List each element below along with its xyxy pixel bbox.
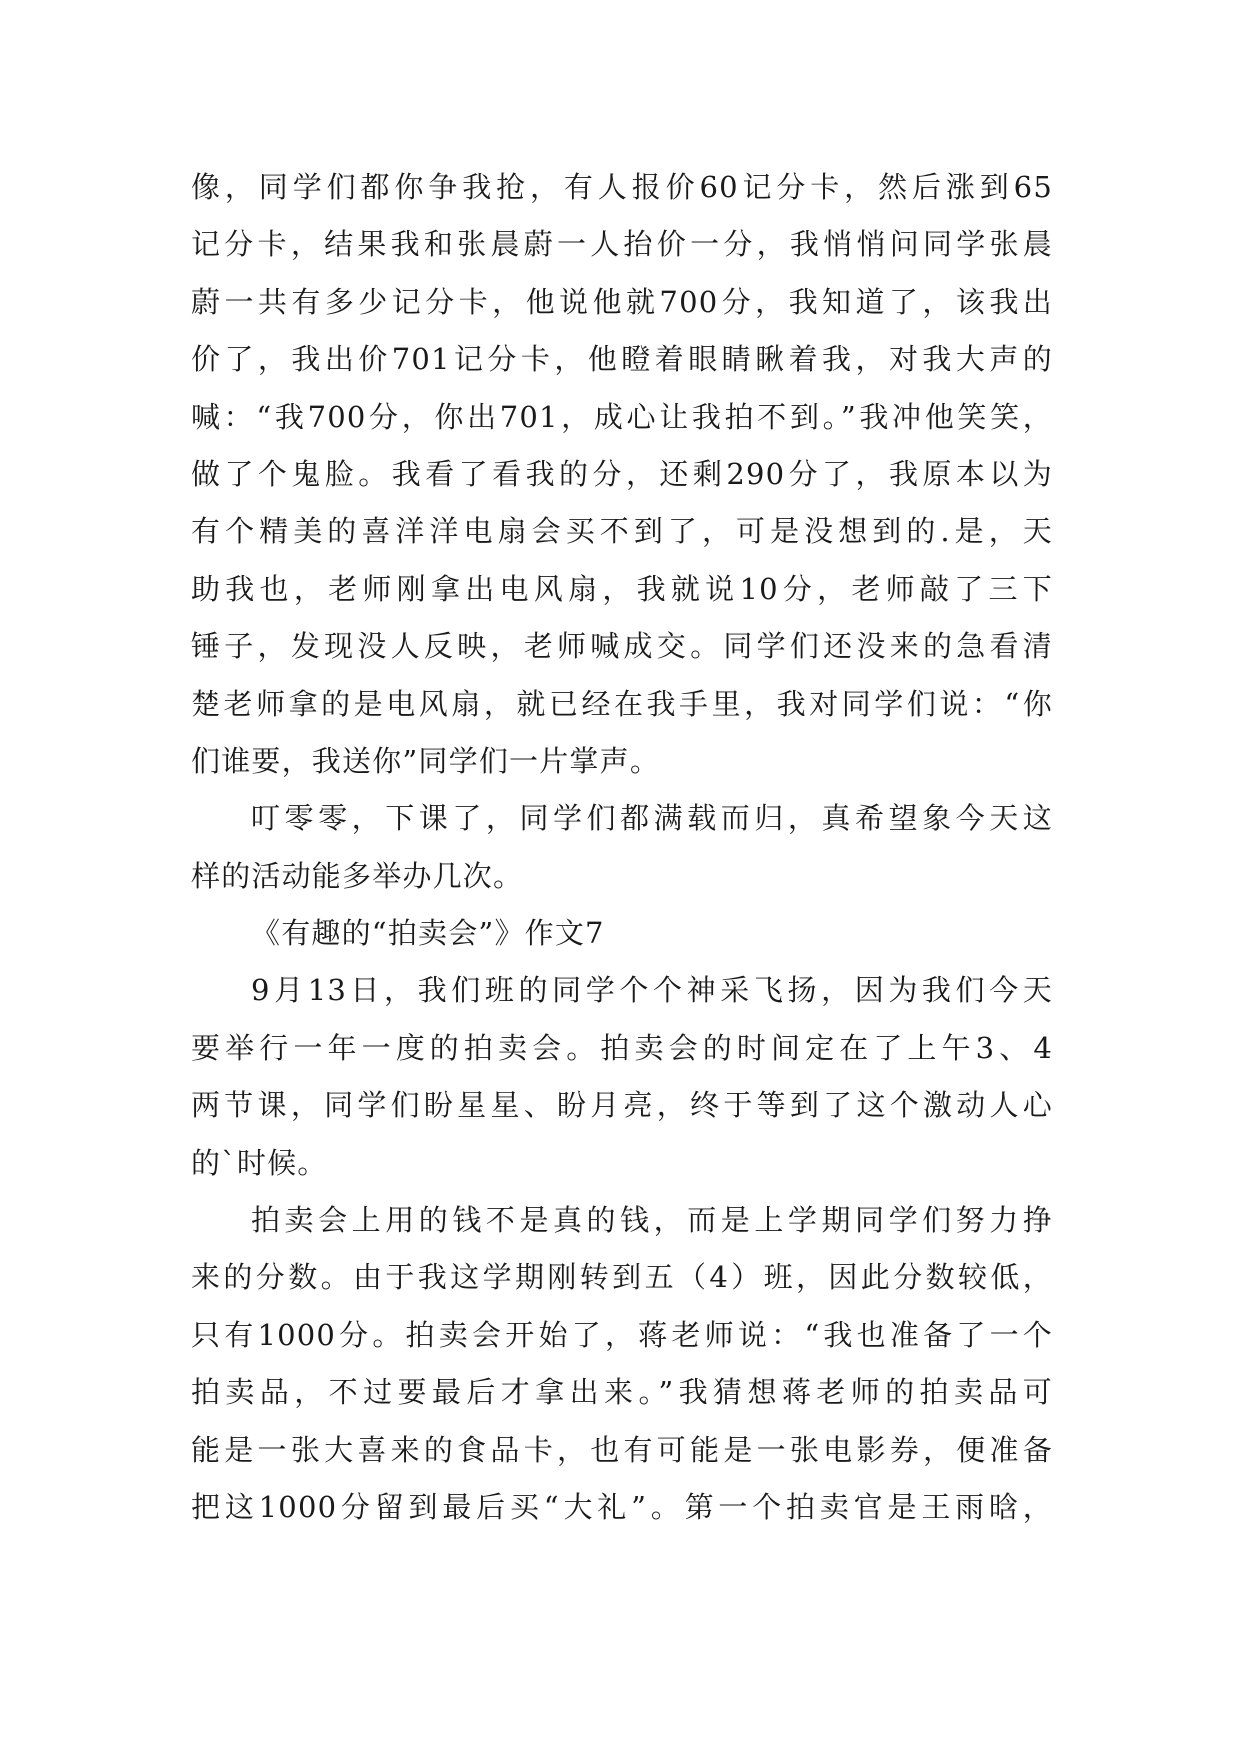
text-line-6: 做了个鬼脸。我看了看我的分，还剩290分了，我原本以为 bbox=[191, 456, 1053, 491]
text-line-19: 拍卖会上用的钱不是真的钱，而是上学期同学们努力挣 bbox=[251, 1203, 1053, 1238]
text-line-8: 助我也，老师刚拿出电风扇，我就说10分，老师敲了三下 bbox=[191, 571, 1053, 606]
text-line-18: 的`时候。 bbox=[191, 1145, 328, 1180]
text-line-15: 9月13日，我们班的同学个个神采飞扬，因为我们今天 bbox=[251, 973, 1053, 1008]
text-line-17: 两节课，同学们盼星星、盼月亮，终于等到了这个激动人心 bbox=[191, 1088, 1053, 1123]
section-heading: 《有趣的“拍卖会”》作文7 bbox=[251, 916, 605, 951]
text-line-16: 要举行一年一度的拍卖会。拍卖会的时间定在了上午3、4 bbox=[191, 1030, 1053, 1065]
text-line-5: 喊：“我700分，你出701，成心让我拍不到。”我冲他笑笑， bbox=[191, 399, 1053, 434]
document-page bbox=[191, 159, 1053, 1536]
text-line-13: 样的活动能多举办几次。 bbox=[191, 858, 524, 893]
text-line-20: 来的分数。由于我这学期刚转到五（4）班，因此分数较低， bbox=[191, 1260, 1053, 1295]
text-line-10: 楚老师拿的是电风扇，就已经在我手里，我对同学们说：“你 bbox=[191, 686, 1053, 721]
text-line-4: 价了，我出价701记分卡，他瞪着眼睛瞅着我，对我大声的 bbox=[191, 342, 1053, 377]
text-line-7: 有个精美的喜洋洋电扇会买不到了，可是没想到的.是，天 bbox=[191, 514, 1053, 549]
text-line-3: 蔚一共有多少记分卡，他说他就700分，我知道了，该我出 bbox=[191, 284, 1053, 319]
text-line-1: 像，同学们都你争我抢，有人报价60记分卡，然后涨到65 bbox=[191, 170, 1053, 204]
text-line-12: 叮零零，下课了，同学们都满载而归，真希望象今天这 bbox=[251, 801, 1053, 836]
text-line-22: 拍卖品，不过要最后才拿出来。”我猜想蒋老师的拍卖品可 bbox=[191, 1375, 1053, 1410]
text-line-21: 只有1000分。拍卖会开始了，蒋老师说：“我也准备了一个 bbox=[191, 1317, 1053, 1352]
text-line-11: 们谁要，我送你”同学们一片掌声。 bbox=[191, 743, 661, 778]
text-line-24: 把这1000分留到最后买“大礼”。第一个拍卖官是王雨晗， bbox=[191, 1489, 1053, 1524]
text-line-23: 能是一张大喜来的食品卡，也有可能是一张电影券，便准备 bbox=[191, 1432, 1053, 1467]
text-line-9: 锤子，发现没人反映，老师喊成交。同学们还没来的急看清 bbox=[191, 629, 1053, 664]
text-line-2: 记分卡，结果我和张晨蔚一人抬价一分，我悄悄问同学张晨 bbox=[191, 227, 1053, 262]
